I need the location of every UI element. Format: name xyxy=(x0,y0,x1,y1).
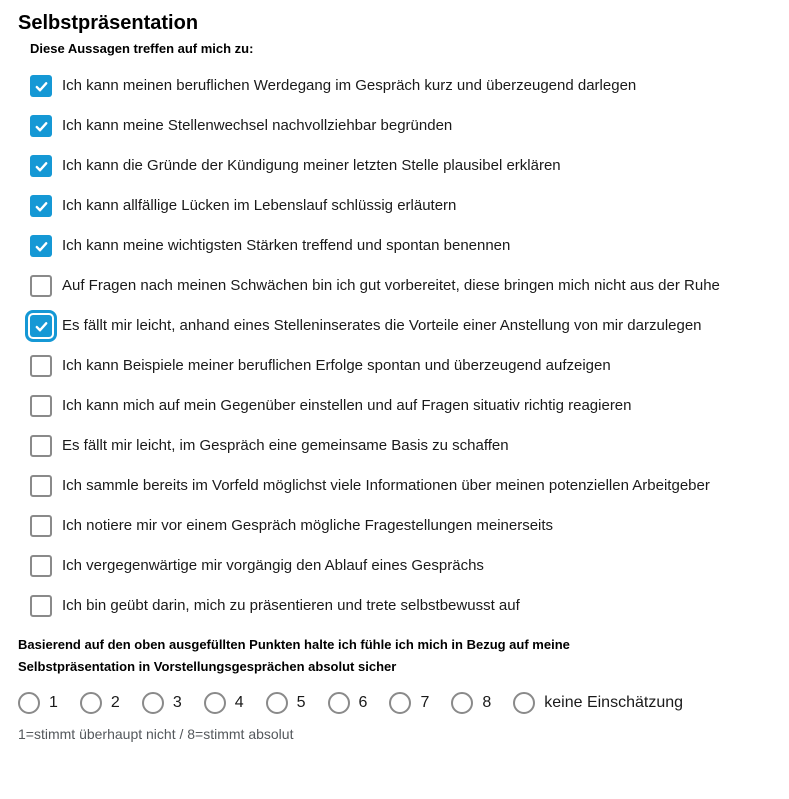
checklist-item-label[interactable]: Ich kann meine wichtigsten Stärken treffend und spontan benennen xyxy=(62,237,511,254)
rating-option xyxy=(389,692,429,714)
checklist-item xyxy=(30,592,789,620)
check-icon xyxy=(34,199,49,214)
checklist-item xyxy=(30,552,789,580)
checkbox[interactable] xyxy=(30,115,52,137)
checklist-item-label[interactable]: Ich vergegenwärtige mir vorgängig den Ablauf eines Gesprächs xyxy=(62,557,484,574)
checkbox[interactable] xyxy=(30,155,52,177)
checklist-item-label[interactable]: Es fällt mir leicht, im Gespräch eine gemeinsame Basis zu schaffen xyxy=(62,437,509,454)
checkbox[interactable] xyxy=(30,235,52,257)
rating-section xyxy=(18,634,789,742)
check-icon xyxy=(34,319,49,334)
radio-button-icon[interactable] xyxy=(328,692,350,714)
radio-button-icon[interactable] xyxy=(451,692,473,714)
checkbox[interactable] xyxy=(30,315,52,337)
checkbox[interactable] xyxy=(30,195,52,217)
checklist-item-label[interactable]: Es fällt mir leicht, anhand eines Stelleninserates die Vorteile einer Anstellung von mir darzulegen xyxy=(62,317,702,334)
checklist-item xyxy=(30,72,789,100)
checklist-item xyxy=(30,352,789,380)
checklist-item xyxy=(30,472,789,500)
rating-option xyxy=(18,692,58,714)
checkbox[interactable] xyxy=(30,395,52,417)
rating-option-label[interactable]: 2 xyxy=(110,694,120,711)
checklist-item-label[interactable]: Auf Fragen nach meinen Schwächen bin ich gut vorbereitet, diese bringen mich nicht aus der Ruhe xyxy=(62,277,720,294)
checkbox[interactable] xyxy=(30,475,52,497)
checklist xyxy=(30,72,789,620)
checklist-item-label[interactable]: Ich bin geübt darin, mich zu präsentieren und trete selbstbewusst auf xyxy=(62,597,520,614)
checklist-item-label[interactable]: Ich notiere mir vor einem Gespräch mögliche Fragestellungen meinerseits xyxy=(62,517,554,534)
rating-option-label[interactable]: 1 xyxy=(49,694,58,711)
rating-option-label[interactable]: 4 xyxy=(234,694,244,711)
rating-question: Basierend auf den oben ausgefüllten Punkten halte ich fühle ich mich in Bezug auf meine Selbstpräsentation in Vorstellungsgesprächen absolut sicher xyxy=(18,637,570,674)
rating-option xyxy=(80,692,120,714)
checklist-item xyxy=(30,312,789,340)
check-icon xyxy=(34,79,49,94)
check-icon xyxy=(34,159,49,174)
check-icon xyxy=(34,239,49,254)
radio-button-icon[interactable] xyxy=(204,692,226,714)
rating-option-label[interactable]: keine Einschätzung xyxy=(544,694,684,711)
rating-option-label[interactable]: 6 xyxy=(358,694,368,711)
checklist-instruction: Diese Aussagen treffen auf mich zu: xyxy=(30,41,254,56)
checklist-item-label[interactable]: Ich kann die Gründe der Kündigung meiner letzten Stelle plausibel erklären xyxy=(62,157,561,174)
radio-button-icon[interactable] xyxy=(266,692,288,714)
rating-option-label[interactable]: 5 xyxy=(296,694,306,711)
checklist-item xyxy=(30,432,789,460)
rating-option-label[interactable]: 8 xyxy=(482,694,492,711)
page-title: Selbstpräsentation xyxy=(18,12,199,34)
checklist-item xyxy=(30,152,789,180)
checklist-item-label[interactable]: Ich kann meine Stellenwechsel nachvollziehbar begründen xyxy=(62,117,453,134)
rating-option xyxy=(204,692,244,714)
checkbox[interactable] xyxy=(30,275,52,297)
checkbox[interactable] xyxy=(30,435,52,457)
checklist-item-label[interactable]: Ich kann allfällige Lücken im Lebenslauf schlüssig erläutern xyxy=(62,197,457,214)
checklist-item xyxy=(30,192,789,220)
checklist-item-label[interactable]: Ich sammle bereits im Vorfeld möglichst viele Informationen über meinen potenziellen Arbeitgeber xyxy=(62,477,710,494)
rating-option-label[interactable]: 7 xyxy=(420,694,430,711)
radio-button-icon[interactable] xyxy=(513,692,535,714)
radio-button-icon[interactable] xyxy=(80,692,102,714)
check-icon xyxy=(34,119,49,134)
checklist-item xyxy=(30,112,789,140)
checkbox[interactable] xyxy=(30,515,52,537)
checklist-item xyxy=(30,232,789,260)
rating-scale-footnote: 1=stimmt überhaupt nicht / 8=stimmt absolut xyxy=(18,726,294,742)
checklist-item xyxy=(30,512,789,540)
checklist-item xyxy=(30,272,789,300)
radio-button-icon[interactable] xyxy=(18,692,40,714)
checkbox[interactable] xyxy=(30,75,52,97)
checklist-item-label[interactable]: Ich kann Beispiele meiner beruflichen Erfolge spontan und überzeugend aufzeigen xyxy=(62,357,611,374)
checklist-item-label[interactable]: Ich kann meinen beruflichen Werdegang im Gespräch kurz und überzeugend darlegen xyxy=(62,77,637,94)
rating-option xyxy=(328,692,368,714)
rating-radio-group xyxy=(18,692,789,714)
checkbox[interactable] xyxy=(30,595,52,617)
rating-option xyxy=(513,692,683,714)
rating-option xyxy=(266,692,306,714)
radio-button-icon[interactable] xyxy=(389,692,411,714)
radio-button-icon[interactable] xyxy=(142,692,164,714)
rating-option xyxy=(451,692,491,714)
rating-option-label[interactable]: 3 xyxy=(172,694,182,711)
checklist-item-label[interactable]: Ich kann mich auf mein Gegenüber einstellen und auf Fragen situativ richtig reagieren xyxy=(62,397,632,414)
checklist-item xyxy=(30,392,789,420)
checkbox[interactable] xyxy=(30,555,52,577)
checkbox[interactable] xyxy=(30,355,52,377)
rating-option xyxy=(142,692,182,714)
